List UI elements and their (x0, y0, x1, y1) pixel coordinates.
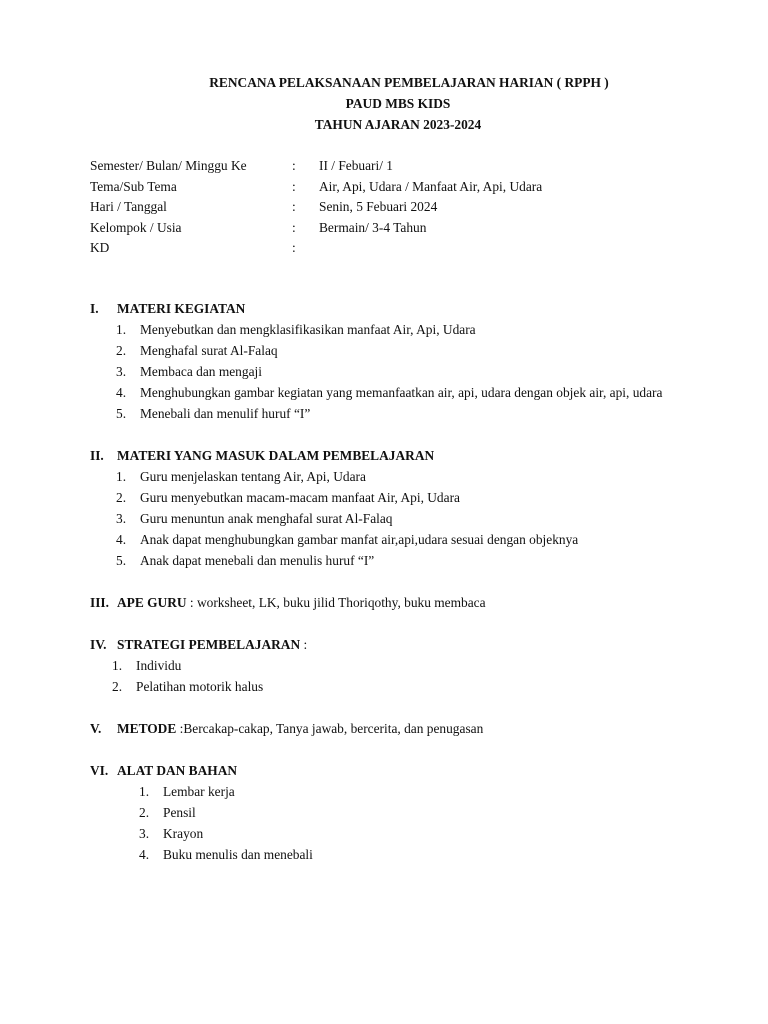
section-title: MATERI YANG MASUK DALAM PEMBELAJARAN (117, 448, 435, 463)
meta-value: Senin, 5 Febuari 2024 (319, 199, 438, 214)
list-item: 4. Buku menulis dan menebali (139, 847, 313, 862)
list-item: 1. Individu (112, 658, 182, 673)
list-item: 5. Anak dapat menebali dan menulis huruf “I” (116, 553, 375, 568)
section-number: VI. (90, 763, 109, 778)
meta-colon: : (292, 178, 296, 194)
list-item: 4. Anak dapat menghubungkan gambar manfat air,api,udara sesuai dengan objeknya (116, 532, 579, 547)
list-item: 3. Krayon (139, 826, 204, 841)
materi-pembelajaran-list (116, 466, 676, 571)
list-item: 1. Guru menjelaskan tentang Air, Api, Udara (116, 469, 366, 484)
meta-value: Air, Api, Udara / Manfaat Air, Api, Udara (319, 178, 543, 194)
section-number: II. (90, 448, 104, 463)
meta-colon: : (292, 158, 296, 173)
section-title: APE GURU (117, 595, 187, 610)
meta-colon: : (292, 199, 296, 214)
section-title: STRATEGI PEMBELAJARAN (117, 637, 301, 652)
list-item: 3. Guru menuntun anak menghafal surat Al-Falaq (116, 511, 393, 526)
meta-label: Kelompok / Usia (90, 219, 182, 235)
list-item: 1. Lembar kerja (139, 784, 235, 799)
materi-kegiatan-list (116, 319, 676, 424)
list-item: 1. Menyebutkan dan mengklasifikasikan manfaat Air, Api, Udara (116, 322, 476, 337)
academic-year: TAHUN AJARAN 2023-2024 (314, 117, 482, 132)
meta-value: II / Febuari/ 1 (319, 158, 394, 173)
section-title: ALAT DAN BAHAN (117, 763, 238, 778)
list-item: 4. Menghubungkan gambar kegiatan yang memanfaatkan air, api, udara dengan objek air, api, udara (116, 385, 663, 400)
alat-bahan-list (139, 781, 699, 865)
meta-label: Semester/ Bulan/ Minggu Ke (90, 158, 247, 173)
section-number: I. (90, 301, 99, 316)
meta-colon: : (292, 219, 296, 235)
section-number: III. (90, 595, 109, 610)
meta-label: Hari / Tanggal (90, 199, 167, 214)
section-text: : (300, 637, 308, 652)
list-item: 5. Menebali dan menulif huruf “I” (116, 406, 311, 421)
document-header (0, 72, 768, 135)
document-title: RENCANA PELAKSANAAN PEMBELAJARAN HARIAN ( RPPH ) (209, 75, 609, 90)
meta-colon: : (292, 240, 296, 255)
section-number: IV. (90, 637, 107, 652)
list-item: 3. Membaca dan mengaji (116, 364, 262, 379)
list-item: 2. Guru menyebutkan macam-macam manfaat Air, Api, Udara (116, 490, 460, 505)
section-text: :Bercakap-cakap, Tanya jawab, bercerita, dan penugasan (176, 721, 484, 736)
strategi-list (112, 655, 672, 697)
meta-label: Tema/Sub Tema (90, 178, 177, 194)
list-item: 2. Pensil (139, 805, 196, 820)
list-item: 2. Pelatihan motorik halus (112, 679, 264, 694)
section-number: V. (90, 721, 102, 736)
school-name: PAUD MBS KIDS (345, 96, 451, 111)
section-text: : worksheet, LK, buku jilid Thoriqothy, buku membaca (186, 595, 486, 610)
section-title: MATERI KEGIATAN (117, 301, 246, 316)
meta-value: Bermain/ 3-4 Tahun (319, 219, 427, 235)
section-title: METODE (117, 721, 177, 736)
meta-label: KD (90, 240, 110, 255)
list-item: 2. Menghafal surat Al-Falaq (116, 343, 278, 358)
